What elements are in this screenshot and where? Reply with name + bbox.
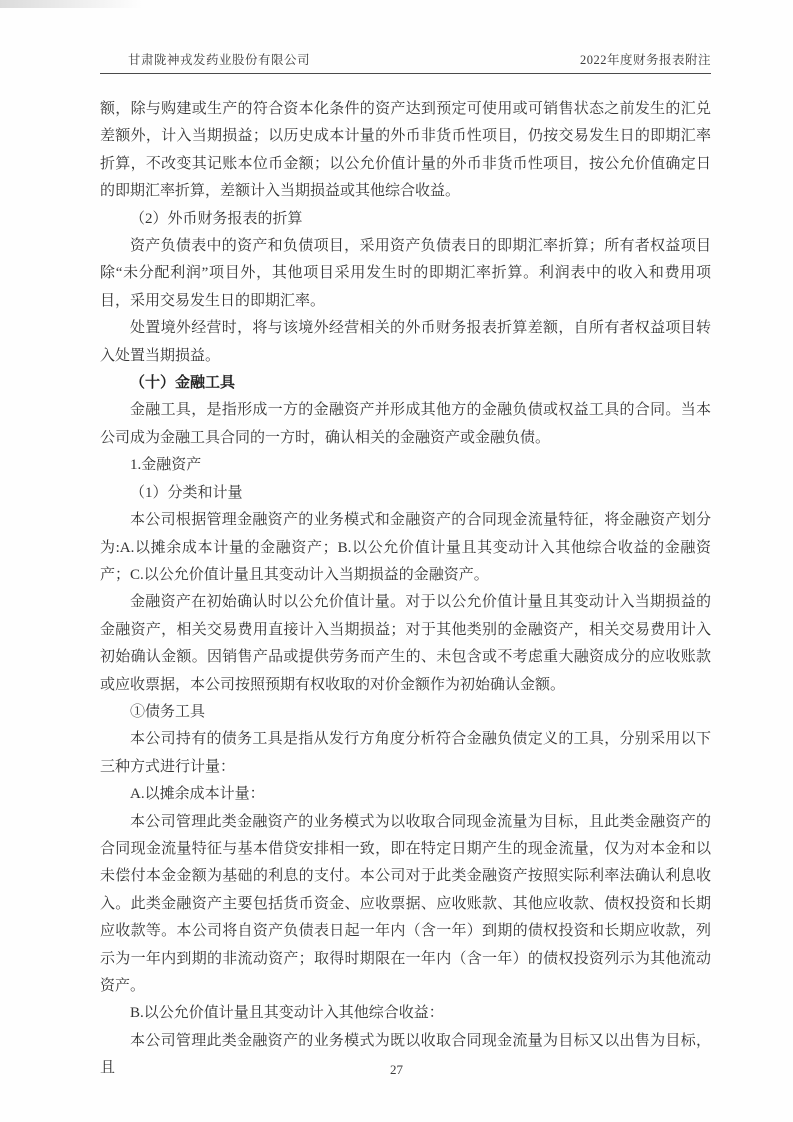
- company-name: 甘肃陇神戎发药业股份有限公司: [128, 53, 311, 67]
- subsection-heading: ①债务工具: [130, 703, 206, 720]
- section-heading: （十）金融工具: [130, 375, 236, 392]
- paragraph-continuation: 额，除与购建或生产的符合资本化条件的资产达到预定可使用或可销售状态之前发生的汇兑差额外，计入当期损益；以历史成本计量的外币非货币性项目，仍按交易发生日的即期汇率折算，不改变其记账本位币金额；以公允价值计量的外币非货币性项目，按公允价值确定日的即期汇率折算，差额计入当期损益或其他综合收益。: [100, 101, 711, 200]
- paragraph: 金融工具，是指形成一方的金融资产并形成其他方的金融负债或权益工具的合同。当本公司成为金融工具合同的一方时，确认相关的金融资产或金融负债。: [100, 402, 711, 446]
- subsection-heading: 1.金融资产: [130, 457, 202, 474]
- page-header: [100, 50, 711, 74]
- subsection-heading: （2）外币财务报表的折算: [130, 210, 303, 227]
- paragraph: 本公司管理此类金融资产的业务模式为以收取合同现金流量为目标，且此类金融资产的合同现金流量特征与基本借贷安排相一致，即在特定日期产生的现金流量，仅为对本金和以未偿付本金金额为基础的利息的支付。本公司对于此类金融资产按照实际利率法确认利息收入。此类金融资产主要包括货币资金、应收票据、应收账款、其他应收款、债权投资和长期应收款等。本公司将自资产负债表日起一年内（含一年）到期的债权投资和长期应收款，列示为一年内到期的非流动资产；取得时期限在一年内（含一年）的债权投资列示为其他流动资产。: [100, 813, 711, 994]
- page-number: 27: [390, 1062, 403, 1077]
- page-footer: [0, 1062, 793, 1078]
- subsection-heading: B.以公允价值计量且其变动计入其他综合收益：: [130, 1005, 444, 1022]
- paragraph: 金融资产在初始确认时以公允价值计量。对于以公允价值计量且其变动计入当期损益的金融资产，相关交易费用直接计入当期损益；对于其他类别的金融资产，相关交易费用计入初始确认金额。因销售产品或提供劳务而产生的、未包含或不考虑重大融资成分的应收账款或应收票据，本公司按照预期有权收取的对价金额作为初始确认金额。: [100, 594, 711, 693]
- document-body: [100, 96, 711, 1083]
- paragraph: 资产负债表中的资产和负债项目，采用资产负债表日的即期汇率折算；所有者权益项目除“未分配利润”项目外，其他项目采用发生时的即期汇率折算。利润表中的收入和费用项目，采用交易发生日的即期汇率。: [100, 238, 711, 309]
- paragraph: 本公司根据管理金融资产的业务模式和金融资产的合同现金流量特征，将金融资产划分为:A.以摊余成本计量的金融资产；B.以公允价值计量且其变动计入其他综合收益的金融资产；C.以公允价值计量且其变动计入当期损益的金融资产。: [100, 512, 711, 583]
- scan-shadow: [0, 0, 793, 8]
- paragraph: 本公司持有的债务工具是指从发行方角度分析符合金融负债定义的工具，分别采用以下三种方式进行计量：: [100, 731, 711, 775]
- paragraph: 处置境外经营时，将与该境外经营相关的外币财务报表折算差额，自所有者权益项目转入处置当期损益。: [100, 320, 711, 364]
- report-title: 2022年度财务报表附注: [579, 53, 711, 67]
- subsection-heading: （1）分类和计量: [130, 484, 243, 501]
- paragraph: 本公司管理此类金融资产的业务模式为既以收取合同现金流量为目标又以出售为目标，且: [100, 1032, 711, 1077]
- subsection-heading: A.以摊余成本计量：: [130, 786, 265, 803]
